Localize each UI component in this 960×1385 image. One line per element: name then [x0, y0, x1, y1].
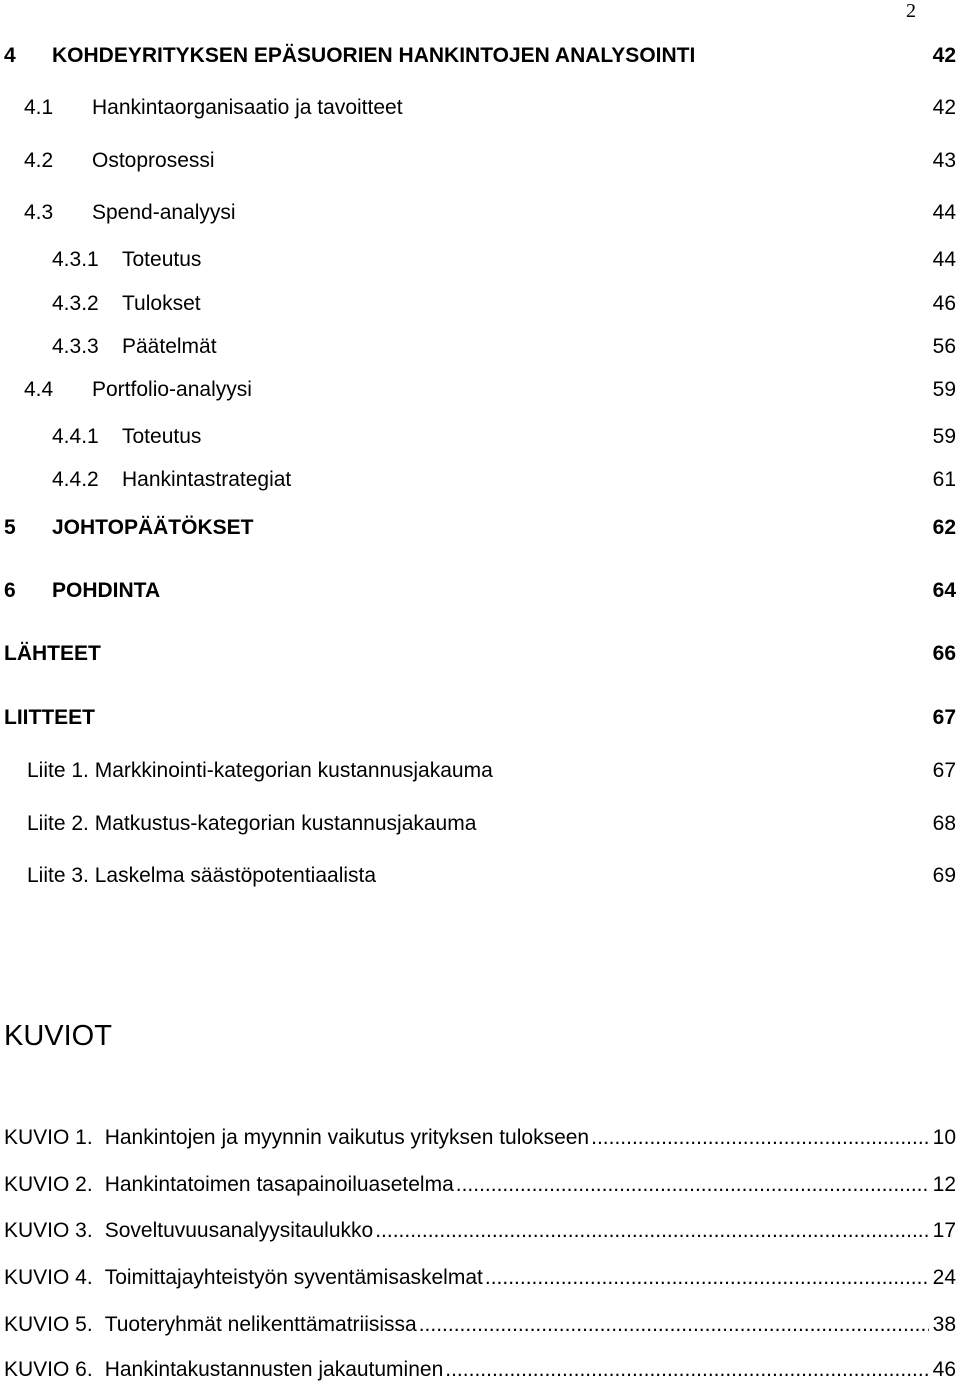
figure-entry-label-group [4, 1216, 373, 1246]
toc-entry-appendices[interactable] [0, 702, 956, 734]
toc-entry-title: Spend-analyysi [92, 201, 236, 224]
toc-entry-number: 4 [4, 44, 16, 67]
figure-entry-label: KUVIO 1. [4, 1126, 93, 1149]
toc-entry-appendix-3[interactable] [0, 860, 956, 892]
figure-entry-page: 38 [932, 1313, 956, 1336]
toc-entry-title: Toteutus [122, 248, 202, 271]
toc-entry-chapter-5[interactable] [0, 512, 956, 544]
figure-entry-label: KUVIO 4. [4, 1266, 93, 1289]
figure-entry-title: Toimittajayhteistyön syventämisaskelmat [104, 1266, 483, 1289]
toc-entry-page: 62 [932, 516, 956, 539]
toc-entry-page: 61 [932, 468, 956, 491]
toc-entry-section-4-4[interactable] [0, 374, 956, 406]
toc-entry-title: Hankintaorganisaatio ja tavoitteet [92, 96, 403, 119]
figure-entry-label: KUVIO 2. [4, 1173, 93, 1196]
toc-entry-page: 43 [932, 149, 956, 172]
toc-entry-number: 4.2 [24, 149, 54, 172]
figure-entry-2[interactable] [4, 1170, 956, 1200]
toc-entry-number: 4.3.3 [52, 335, 99, 358]
figure-entry-label-group [4, 1310, 417, 1340]
figure-entry-label-group [4, 1263, 483, 1293]
dot-leader [456, 1170, 929, 1200]
toc-entry-title: Hankintastrategiat [122, 468, 292, 491]
toc-entry-title: JOHTOPÄÄTÖKSET [52, 516, 254, 539]
figure-entry-label: KUVIO 3. [4, 1219, 93, 1242]
toc-entry-page: 44 [932, 201, 956, 224]
dot-leader [375, 1216, 928, 1246]
toc-entry-title: Liite 3. Laskelma säästöpotentiaalista [27, 864, 377, 887]
toc-entry-page: 46 [932, 292, 956, 315]
dot-leader [445, 1355, 928, 1385]
toc-entry-title: Portfolio-analyysi [92, 378, 252, 401]
figure-entry-page: 17 [932, 1219, 956, 1242]
figure-entry-page: 46 [932, 1358, 956, 1381]
figure-entry-title: Hankintakustannusten jakautuminen [104, 1358, 444, 1381]
toc-entry-appendix-2[interactable] [0, 808, 956, 840]
toc-entry-number: 4.3.1 [52, 248, 99, 271]
figure-entry-label: KUVIO 6. [4, 1358, 93, 1381]
toc-entry-subsection-4-4-1[interactable] [0, 421, 956, 453]
toc-entry-title: POHDINTA [52, 579, 161, 602]
toc-entry-number: 5 [4, 516, 16, 539]
page-number: 2 [906, 0, 916, 22]
figure-entry-label: KUVIO 5. [4, 1313, 93, 1336]
toc-entry-number: 4.4.2 [52, 468, 99, 491]
toc-entry-title: KOHDEYRITYKSEN EPÄSUORIEN HANKINTOJEN ANALYSOINTI [52, 44, 696, 67]
figure-entry-page: 12 [932, 1173, 956, 1196]
toc-entry-section-4-1[interactable] [0, 92, 956, 124]
toc-entry-title: LÄHTEET [4, 642, 101, 665]
toc-entry-subsection-4-3-3[interactable] [0, 331, 956, 363]
toc-entry-page: 42 [932, 44, 956, 67]
toc-entry-title: Liite 1. Markkinointi-kategorian kustannusjakauma [27, 759, 493, 782]
toc-entry-page: 59 [932, 425, 956, 448]
dot-leader [419, 1310, 929, 1340]
figure-entry-page: 10 [932, 1126, 956, 1149]
toc-entry-page: 42 [932, 96, 956, 119]
toc-entry-title: LIITTEET [4, 706, 95, 729]
toc-entry-subsection-4-3-1[interactable] [0, 244, 956, 276]
toc-entry-page: 66 [932, 642, 956, 665]
figure-entry-title: Hankintatoimen tasapainoiluasetelma [104, 1173, 454, 1196]
figure-entry-title: Hankintojen ja myynnin vaikutus yrityksen tulokseen [104, 1126, 590, 1149]
toc-entry-title: Liite 2. Matkustus-kategorian kustannusjakauma [27, 812, 477, 835]
toc-entry-number: 4.3.2 [52, 292, 99, 315]
figure-entry-label-group [4, 1170, 454, 1200]
toc-entry-page: 67 [932, 706, 956, 729]
toc-entry-chapter-4[interactable] [0, 40, 956, 72]
toc-entry-number: 4.4 [24, 378, 54, 401]
toc-entry-title: Toteutus [122, 425, 202, 448]
figure-entry-6[interactable] [4, 1355, 956, 1385]
toc-entry-page: 59 [932, 378, 956, 401]
toc-entry-number: 6 [4, 579, 16, 602]
figure-entry-label-group [4, 1123, 589, 1153]
toc-entry-appendix-1[interactable] [0, 755, 956, 787]
toc-entry-page: 56 [932, 335, 956, 358]
dot-leader [485, 1263, 929, 1293]
toc-entry-page: 64 [932, 579, 956, 602]
toc-entry-page: 44 [932, 248, 956, 271]
toc-entry-page: 69 [932, 864, 956, 887]
toc-entry-page: 68 [932, 812, 956, 835]
figure-entry-3[interactable] [4, 1216, 956, 1246]
figure-entry-label-group [4, 1355, 443, 1385]
toc-entry-section-4-2[interactable] [0, 145, 956, 177]
toc-entry-subsection-4-3-2[interactable] [0, 288, 956, 320]
figure-entry-title: Tuoteryhmät nelikenttämatriisissa [104, 1313, 417, 1336]
figure-entry-4[interactable] [4, 1263, 956, 1293]
toc-entry-page: 67 [932, 759, 956, 782]
toc-entry-chapter-6[interactable] [0, 575, 956, 607]
figure-entry-1[interactable] [4, 1123, 956, 1153]
toc-entry-number: 4.1 [24, 96, 54, 119]
figure-entry-title: Soveltuvuusanalyysitaulukko [104, 1219, 374, 1242]
toc-entry-references[interactable] [0, 638, 956, 670]
toc-entry-subsection-4-4-2[interactable] [0, 464, 956, 496]
toc-entry-title: Päätelmät [122, 335, 217, 358]
figure-entry-5[interactable] [4, 1310, 956, 1340]
figure-entry-page: 24 [932, 1266, 956, 1289]
toc-entry-section-4-3[interactable] [0, 197, 956, 229]
dot-leader [591, 1123, 929, 1153]
toc-entry-title: Tulokset [122, 292, 201, 315]
toc-entry-number: 4.3 [24, 201, 54, 224]
toc-entry-title: Ostoprosessi [92, 149, 215, 172]
toc-entry-number: 4.4.1 [52, 425, 99, 448]
figures-heading: KUVIOT [4, 1020, 112, 1052]
